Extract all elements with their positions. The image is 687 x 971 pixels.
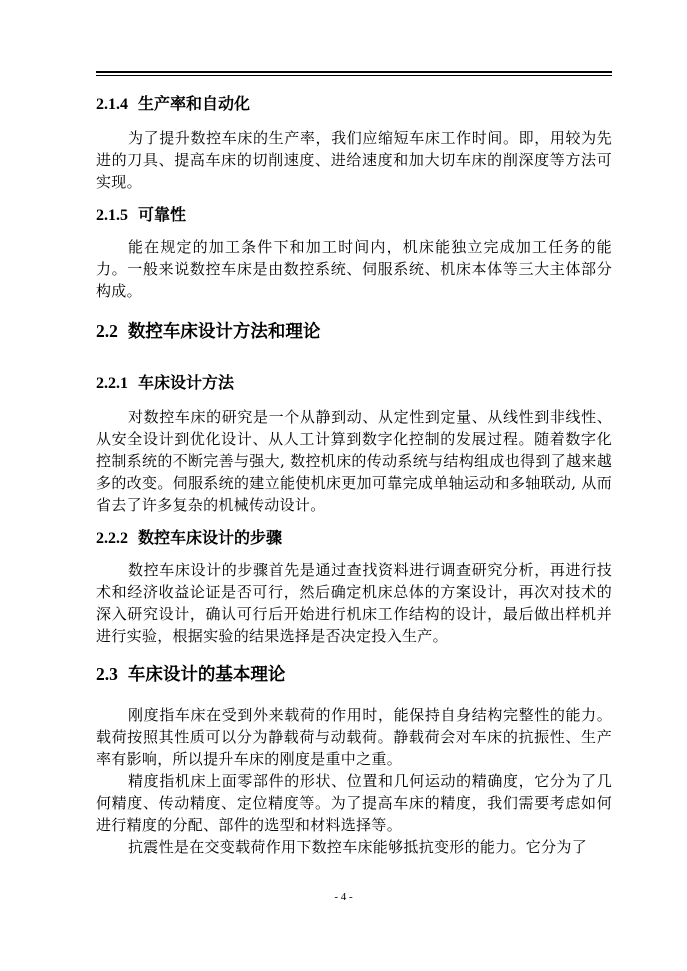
- heading-2-1-4: 2.1.4 生产率和自动化: [96, 94, 251, 113]
- header-rule-thick: [96, 71, 612, 73]
- paragraph-stiffness: 刚度指车床在受到外来载荷的作用时，能保持自身结构完整性的能力。载荷按照其性质可以分为静载荷与动载荷。静载荷会对车床的抗振性、生产率有影响，所以提升车床的刚度是重中之重。: [96, 706, 612, 768]
- heading-2-3: 2.3 车床设计的基本理论: [96, 664, 286, 685]
- paragraph-vibration-resistance: 抗震性是在交变载荷作用下数控车床能够抵抗变形的能力。它分为了: [128, 838, 588, 856]
- heading-2-1-5: 2.1.5 可靠性: [96, 205, 187, 224]
- page-content: [96, 90, 612, 858]
- paragraph-precision: 精度指机床上面零部件的形状、位置和几何运动的精确度，它分为了几何精度、传动精度、定位精度等。为了提高车床的精度，我们需要考虑如何进行精度的分配、部件的选型和材料选择等。: [96, 772, 612, 834]
- paragraph-design-method: 对数控车床的研究是一个从静到动、从定性到定量、从线性到非线性、从安全设计到优化设计、从人工计算到数字化控制的发展过程。随着数字化控制系统的不断完善与强大, 数控机床的传动系统与结构组成也得到了越来越多的改变。伺服系统的建立能使机床更加可靠完成单轴运动和多轴联动, 从而省去了许多复杂的机械传动设计。: [96, 408, 612, 514]
- heading-2-2: 2.2 数控车床设计方法和理论: [96, 321, 321, 342]
- page-number: - 4 -: [334, 891, 353, 903]
- paragraph-reliability: 能在规定的加工条件下和加工时间内，机床能独立完成加工任务的能力。一般来说数控车床是由数控系统、伺服系统、机床本体等三大主体部分构成。: [96, 238, 612, 300]
- header-rule-thin: [96, 75, 612, 76]
- heading-2-2-2: 2.2.2 数控车床设计的步骤: [96, 528, 283, 547]
- heading-2-2-1: 2.2.1 车床设计方法: [96, 373, 235, 392]
- paragraph-productivity: 为了提升数控车床的生产率，我们应缩短车床工作时间。即，用较为先进的刀具、提高车床的切削速度、进给速度和加大切车床的削深度等方法可实现。: [96, 129, 612, 191]
- paragraph-design-steps: 数控车床设计的步骤首先是通过查找资料进行调查研究分析，再进行技术和经济收益论证是否可行，然后确定机床总体的方案设计，再次对技术的深入研究设计，确认可行后开始进行机床工作结构的设计，最后做出样机并进行实验，根据实验的结果选择是否决定投入生产。: [96, 561, 612, 645]
